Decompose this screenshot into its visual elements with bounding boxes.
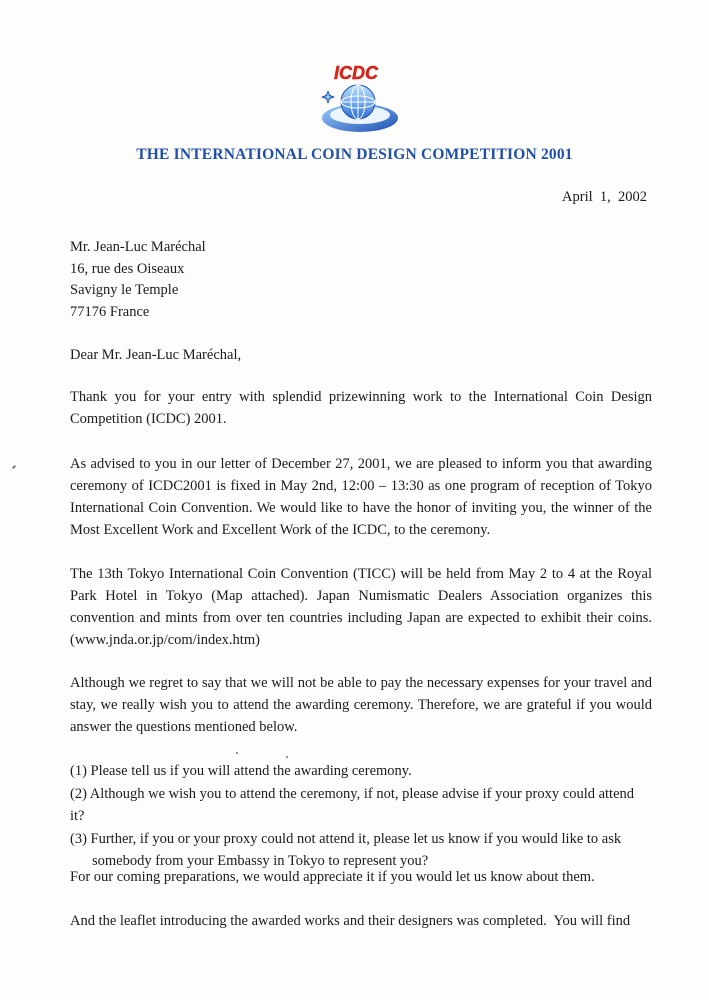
paragraph-ceremony: As advised to you in our letter of December 27, 2001, we are pleased to inform you that awarding ceremony of ICDC2001 is fixed in May 2nd, 12:00 – 13:30 as one program of reception of Tokyo International Coin Convention. We would like to have the honor of inviting you, the winner of the Most Excellent Work and Excellent Work of the ICDC, to the ceremony. bbox=[70, 456, 652, 538]
question-item: (2) Although we wish you to attend the ceremony, if not, please advise if your proxy could attend it? bbox=[70, 785, 635, 824]
paragraph-convention: The 13th Tokyo International Coin Convention (TICC) will be held from May 2 to 4 at the Royal Park Hotel in Tokyo (Map attached). Japan Numismatic Dealers Association organizes this convention and mints from over ten countries including Japan are expected to exhibit their coins. (www.jnda.or.jp/com/index.htm) bbox=[70, 566, 652, 648]
recipient-street: 16, rue des Oiseaux bbox=[70, 260, 185, 277]
scan-speck bbox=[236, 752, 238, 754]
recipient-city: Savigny le Temple bbox=[70, 282, 179, 298]
paragraph-expenses: Although we regret to say that we will not be able to pay the necessary expenses for your travel and stay, we really wish you to attend the awarding ceremony. Therefore, we are grateful if you would answer the questions mentioned below. bbox=[70, 675, 652, 735]
question-item: (1) Please tell us if you will attend the awarding ceremony. bbox=[70, 763, 412, 779]
scan-speck bbox=[286, 756, 288, 758]
paragraph-leaflet: And the leaflet introducing the awarded works and their designers was completed. You will find bbox=[70, 913, 631, 929]
paragraph-preparations: For our coming preparations, we would appreciate it if you would let us know about them. bbox=[70, 869, 595, 885]
svg-text:ICDC: ICDC bbox=[334, 63, 378, 83]
organization-title: THE INTERNATIONAL COIN DESIGN COMPETITION 2001 bbox=[136, 146, 573, 163]
scan-speck bbox=[12, 465, 16, 469]
recipient-name: Mr. Jean-Luc Maréchal bbox=[70, 239, 206, 255]
letter-date: April 1, 2002 bbox=[562, 189, 647, 205]
questions-list bbox=[70, 760, 652, 873]
icdc-logo bbox=[308, 62, 408, 142]
recipient-postal: 77176 France bbox=[70, 303, 150, 320]
recipient-address bbox=[70, 236, 652, 322]
paragraph-thanks: Thank you for your entry with splendid prizewinning work to the International Coin Design Competition (ICDC) 2001. bbox=[70, 389, 652, 427]
salutation: Dear Mr. Jean-Luc Maréchal, bbox=[70, 347, 242, 363]
question-item: (3) Further, if you or your proxy could not attend it, please let us know if you would like to ask somebody from your Embassy in Tokyo to represent you? bbox=[70, 830, 622, 869]
